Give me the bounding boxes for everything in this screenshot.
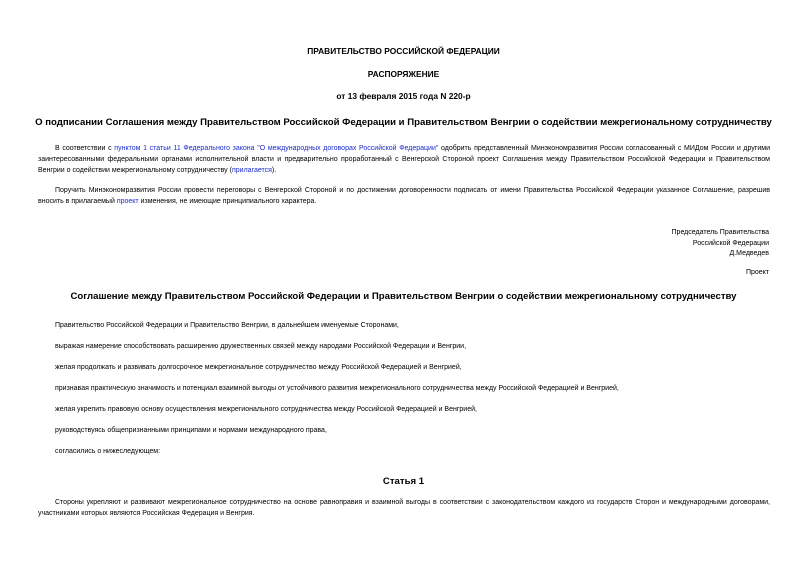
document-date-number: от 13 февраля 2015 года N 220-р bbox=[336, 91, 471, 101]
signature-country: Российской Федерации bbox=[692, 240, 769, 247]
paragraph-1-text-a: В соответствии с bbox=[55, 145, 115, 152]
preamble-line: руководствуясь общепризнанными принципами и нормами международного права, bbox=[55, 427, 327, 434]
paragraph-2 bbox=[38, 185, 770, 207]
preamble-line: выражая намерение способствовать расширению дружественных связей между народами Российской Федерации и Венгрии, bbox=[55, 343, 467, 350]
preamble-line: желая продолжать и развивать долгосрочное межрегиональное сотрудничество между Российской Федерацией и Венгрией, bbox=[55, 364, 462, 371]
preamble-line: согласились о нижеследующем: bbox=[55, 448, 161, 455]
paragraph-1-text-b: одобрить представленный Минэкономразвития России согласованный с МИДом России и другими заинтересованными федеральными органами исполнительной власти и предварительно проработанный с Венгерской Стороной проект Соглашения между Правительством Российской Федерации и Правительством Венгрии о содействии межрегиональному сотрудничеству ( bbox=[38, 145, 770, 174]
document-title: О подписании Соглашения между Правительством Российской Федерации и Правительством Венгрии о содействии межрегиональному сотрудничеству bbox=[35, 117, 772, 128]
paragraph-2-text-b: изменения, не имеющие принципиального характера. bbox=[138, 198, 317, 205]
paragraph-1-text-c: ). bbox=[271, 167, 277, 174]
signature-name: Д.Медведев bbox=[729, 250, 769, 257]
project-label: Проект bbox=[745, 269, 769, 276]
paragraph-2-text-a: Поручить Минэкономразвития России провести переговоры с Венгерской Стороной и по достижении договоренности подписать от имени Правительства Российской Федерации указанное Соглашение, разрешив вносить в прилагаемый bbox=[38, 187, 770, 205]
law-link[interactable]: пунктом 1 статьи 11 Федерального закона "О международных договорах Российской Федерации" bbox=[114, 145, 439, 152]
paragraph-1 bbox=[38, 143, 770, 176]
signature-position: Председатель Правительства bbox=[671, 229, 769, 236]
document-type: РАСПОРЯЖЕНИЕ bbox=[367, 69, 440, 79]
article-1-text: Стороны укрепляют и развивают межрегиональное сотрудничество на основе равноправия и взаимной выгоды в соответствии с законодательством каждого из государств Сторон и международными договорами, участниками которых являются Российская Федерация и Венгрия. bbox=[38, 499, 770, 517]
preamble-line: признавая практическую значимость и потенциал взаимной выгоды от устойчивого развития межрегионального сотрудничества между Российской Федерацией и Венгрией, bbox=[55, 385, 619, 392]
agreement-title: Соглашение между Правительством Российской Федерации и Правительством Венгрии о содействии межрегиональному сотрудничеству bbox=[70, 291, 737, 302]
attachment-link[interactable]: прилагается bbox=[231, 167, 272, 174]
project-link[interactable]: проект bbox=[116, 198, 139, 205]
preamble-line: желая укрепить правовую основу осуществления межрегионального сотрудничества между Российской Федерацией и Венгрией, bbox=[55, 406, 477, 413]
article-1-heading: Статья 1 bbox=[382, 476, 425, 487]
preamble-line: Правительство Российской Федерации и Правительство Венгрии, в дальнейшем именуемые Сторонами, bbox=[55, 322, 399, 329]
government-heading: ПРАВИТЕЛЬСТВО РОССИЙСКОЙ ФЕДЕРАЦИИ bbox=[307, 46, 500, 56]
